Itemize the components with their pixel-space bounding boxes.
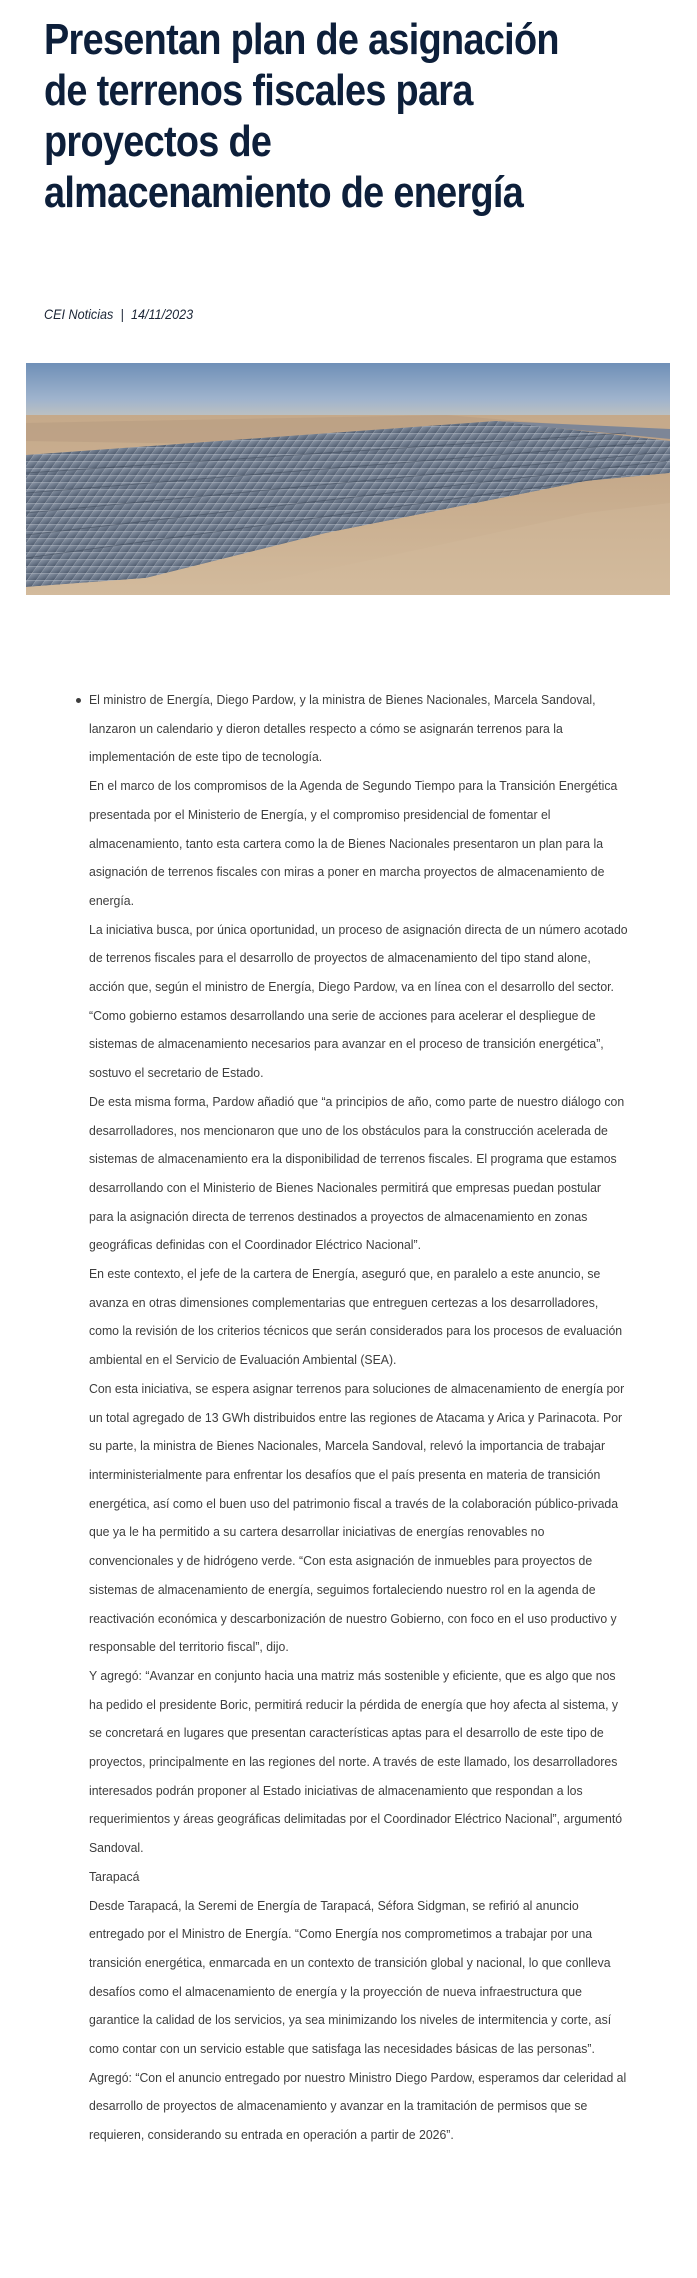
article-body xyxy=(89,686,629,2150)
meta-separator: | xyxy=(120,306,124,322)
body-paragraph: De esta misma forma, Pardow añadió que “a principios de año, como parte de nuestro diálogo con desarrolladores, nos mencionaron que uno de los obstáculos para la construcción acelerada de sistemas de almacenamiento era la disponibilidad de terrenos fiscales. El programa que estamos desarrollando con el Ministerio de Bienes Nacionales permitirá que empresas puedan postular para la asignación directa de terrenos destinados a proyectos de almacenamiento en zonas geográficas definidas con el Coordinador Eléctrico Nacional”. xyxy=(89,1093,625,1253)
body-paragraph: En este contexto, el jefe de la cartera de Energía, aseguró que, en paralelo a este anuncio, se avanza en otras dimensiones complementarias que entreguen certezas a los desarrolladores, como la revisión de los criterios técnicos que serán considerados para los procesos de evaluación ambiental en el Servicio de Evaluación Ambiental (SEA). xyxy=(89,1266,623,1368)
body-paragraph: Desde Tarapacá, la Seremi de Energía de Tarapacá, Séfora Sidgman, se refirió al anuncio entregado por el Ministro de Energía. “Como Energía nos comprometimos a trabajar por una transición energética, enmarcada en un contexto de transición global y nacional, lo que conlleva desafíos como el almacenamiento de energía y la proyección de nueva infraestructura que garantice la calidad de los servicios, ya sea minimizando los niveles de intermitencia y corte, así como contar con un servicio estable que satisfaga las necesidades básicas de las personas”. xyxy=(89,1897,612,2057)
body-paragraph: La iniciativa busca, por única oportunidad, un proceso de asignación directa de un número acotado de terrenos fiscales para el desarrollo de proyectos de almacenamiento del tipo stand alone, acción que, según el ministro de Energía, Diego Pardow, va en línea con el desarrollo del sector. xyxy=(89,921,628,995)
article-source: CEI Noticias xyxy=(44,306,114,322)
body-paragraph: En el marco de los compromisos de la Agenda de Segundo Tiempo para la Transición Energética presentada por el Ministerio de Energía, y el compromiso presidencial de fomentar el almacenamiento, tanto esta cartera como la de Bienes Nacionales presentaron un plan para la asignación de terrenos fiscales con miras a poner en marcha proyectos de almacenamiento de energía. xyxy=(89,778,618,908)
body-paragraph: Agregó: “Con el anuncio entregado por nuestro Ministro Diego Pardow, esperamos dar celeridad al desarrollo de proyectos de almacenamiento y avanzar en la tramitación de permisos que se requieren, considerando su entrada en operación a partir de 2026”. xyxy=(89,2069,627,2143)
body-paragraph: “Como gobierno estamos desarrollando una serie de acciones para acelerar el despliegue de sistemas de almacenamiento necesarios para avanzar en el proceso de transición energética”, sostuvo el secretario de Estado. xyxy=(89,1007,604,1081)
body-paragraph: El ministro de Energía, Diego Pardow, y la ministra de Bienes Nacionales, Marcela Sandoval, lanzaron un calendario y dieron detalles respecto a cómo se asignarán terrenos para la implementación de este tipo de tecnología. xyxy=(89,692,596,765)
article-date: 14/11/2023 xyxy=(131,306,194,322)
article-title: Presentan plan de asignación de terrenos fiscales para proyectos de almacenamiento de energía xyxy=(44,15,559,217)
body-paragraph: Y agregó: “Avanzar en conjunto hacia una matriz más sostenible y eficiente, que es algo que nos ha pedido el presidente Boric, permitirá reducir la pérdida de energía que hoy afecta al sistema, y se concretará en lugares que presentan características aptas para el desarrollo de este tipo de proyectos, principalmente en las regiones del norte. A través de este llamado, los desarrolladores interesados podrán proponer al Estado iniciativas de almacenamiento que respondan a los requerimientos y áreas geográficas delimitadas por el Coordinador Eléctrico Nacional”, argumentó Sandoval. xyxy=(89,1667,623,1856)
article-meta xyxy=(44,306,193,322)
list-bullet xyxy=(76,698,81,703)
hero-image xyxy=(26,363,670,595)
section-heading: Tarapacá xyxy=(89,1868,140,1884)
body-paragraph: Con esta iniciativa, se espera asignar terrenos para soluciones de almacenamiento de energía por un total agregado de 13 GWh distribuidos entre las regiones de Atacama y Arica y Parinacota. Por su parte, la ministra de Bienes Nacionales, Marcela Sandoval, relevó la importancia de trabajar interministerialmente para enfrentar los desafíos que el país presenta en materia de transición energética, así como el buen uso del patrimonio fiscal a través de la colaboración público-privada que ya le ha permitido a su cartera desarrollar iniciativas de energías renovables no convencionales y de hidrógeno verde. “Con esta asignación de inmuebles para proyectos de sistemas de almacenamiento de energía, seguimos fortaleciendo nuestro rol en la agenda de reactivación económica y descarbonización de nuestro Gobierno, con foco en el uso productivo y responsable del territorio fiscal”, dijo. xyxy=(89,1380,625,1655)
